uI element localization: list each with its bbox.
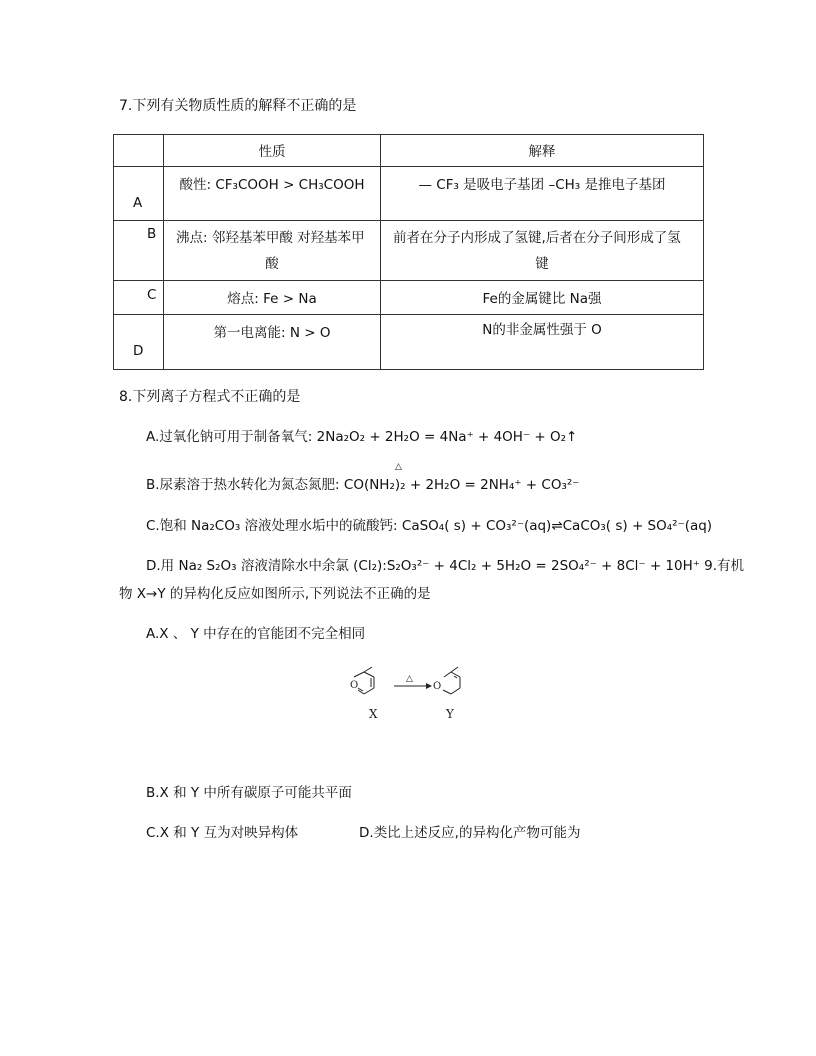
row-c-label: C xyxy=(114,281,164,315)
q9-option-b: B.X 和 Y 中所有碳原子可能共平面 xyxy=(146,785,352,801)
q7-title: 7.下列有关物质性质的解释不正确的是 xyxy=(119,98,357,114)
row-d-label: D xyxy=(114,315,164,370)
header-explanation: 解释 xyxy=(381,135,704,167)
q9-stem: 物 X→Y 的异构化反应如图所示,下列说法不正确的是 xyxy=(119,586,431,602)
table-row-c xyxy=(114,281,704,315)
header-property: 性质 xyxy=(164,135,381,167)
q8-option-c: C.饱和 Na₂CO₃ 溶液处理水垢中的硫酸钙: CaSO₄( s) + CO₃²⁻(aq)⇌CaCO₃( s) + SO₄²⁻(aq) xyxy=(146,518,713,534)
q8-option-d: D.用 Na₂ S₂O₃ 溶液清除水中余氯 (Cl₂):S₂O₃²⁻ + 4Cl₂ + 5H₂O = 2SO₄²⁻ + 8Cl⁻ + 10H⁺ 9.有机 xyxy=(146,558,745,574)
x-label: X xyxy=(369,707,378,721)
row-a-property: 酸性: CF₃COOH > CH₃COOH xyxy=(164,167,381,221)
row-b-explanation: 前者在分子内形成了氢键,后者在分子间形成了氢 键 xyxy=(381,221,704,281)
table-header-row xyxy=(114,135,704,167)
q7-table xyxy=(113,134,704,370)
table-row-d xyxy=(114,315,704,370)
table-row-b xyxy=(114,221,704,281)
row-a-label: A xyxy=(114,167,164,221)
q8-title: 8.下列离子方程式不正确的是 xyxy=(119,389,301,405)
row-b-property: 沸点: 邻羟基苯甲酸 对羟基苯甲 酸 xyxy=(164,221,381,281)
q9-option-a: A.X 、 Y 中存在的官能团不完全相同 xyxy=(146,626,366,642)
header-blank-cell xyxy=(114,135,164,167)
row-a-explanation: — CF₃ 是吸电子基团 –CH₃ 是推电子基团 xyxy=(381,167,704,221)
row-b-label: B xyxy=(114,221,164,281)
q8-option-b: B.尿素溶于热水转化为氮态氮肥: CO(NH₂)₂ + 2H₂O = 2NH₄⁺ + CO₃²⁻ xyxy=(146,477,580,493)
arrow-head xyxy=(426,683,432,689)
y-label: Y xyxy=(446,707,454,721)
row-c-property: 熔点: Fe > Na xyxy=(164,281,381,315)
heat-symbol: △ xyxy=(395,462,402,472)
q9-option-d: D.类比上述反应,的异构化产物可能为 xyxy=(359,825,581,841)
y-oxygen-label: O xyxy=(433,681,442,692)
q9-option-c: C.X 和 Y 互为对映异构体 xyxy=(146,825,299,841)
molecule-y xyxy=(443,667,460,694)
row-d-explanation: N的非金属性强于 O xyxy=(381,315,704,370)
row-c-explanation: Fe的金属键比 Na强 xyxy=(381,281,704,315)
arrow-heat-label: △ xyxy=(406,674,413,684)
x-oxygen-label: O xyxy=(350,680,359,691)
table-row-a xyxy=(114,167,704,221)
row-d-property: 第一电离能: N > O xyxy=(164,315,381,370)
q8-option-a: A.过氧化钠可用于制备氧气: 2Na₂O₂ + 2H₂O = 4Na⁺ + 4OH⁻ + O₂↑ xyxy=(146,429,578,445)
reaction-scheme xyxy=(340,660,480,722)
